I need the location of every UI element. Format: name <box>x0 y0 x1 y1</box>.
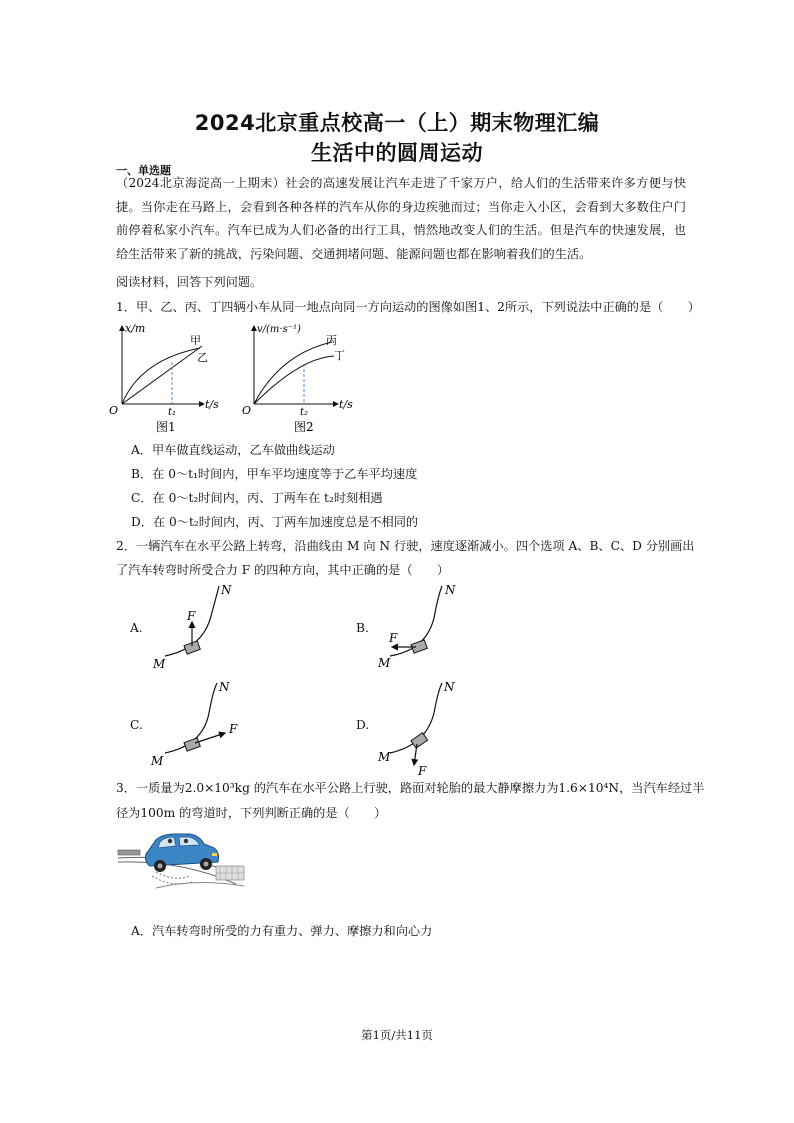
q2-diagram-a <box>145 580 245 670</box>
q2-option-d-label: D. <box>356 718 370 732</box>
question-2-stem-line-2: 了汽车转弯时所受合力 F 的四种方向，其中正确的是（ ） <box>116 563 450 577</box>
q2-diagram-b <box>372 580 472 670</box>
question-1-stem: 1．甲、乙、丙、丁四辆小车从同一地点向同一方向运动的图像如图1、2所示，下列说法中正确的是（ ） <box>116 300 700 314</box>
force-label: F <box>389 631 398 645</box>
fig1-tick: t₁ <box>168 407 177 418</box>
q2-option-b-label: B. <box>356 621 369 635</box>
question-3-stem-line-1: 3．一质量为2.0×10³kg 的汽车在水平公路上行驶，路面对轮胎的最大静摩擦力为1.6×10⁴N，当汽车经过半 <box>116 781 705 795</box>
document-subtitle: 生活中的圆周运动 <box>311 141 483 165</box>
page-number: 第1页/共11页 <box>361 1028 433 1042</box>
fig1-curve-a-label: 甲 <box>190 334 201 347</box>
fig1-xlabel: t/s <box>205 398 219 411</box>
car-box <box>411 733 428 748</box>
intro-instruction: 阅读材料，回答下列问题。 <box>116 275 263 289</box>
fig1-origin: O <box>109 404 119 417</box>
fig2-curve-b-label: 丁 <box>334 349 345 362</box>
car-box <box>184 738 200 751</box>
q1-option-a: A．甲车做直线运动，乙车做曲线运动 <box>131 443 335 457</box>
fig2-curve-a-label: 丙 <box>326 334 337 347</box>
fig2-caption: 图2 <box>294 420 314 434</box>
q1-figure-1 <box>104 318 224 436</box>
q2-diagram-c <box>145 677 255 767</box>
fig2-tick: t₂ <box>300 407 309 418</box>
fig2-origin: O <box>242 404 252 417</box>
fig1-ylabel: x/m <box>125 322 146 335</box>
document-title: 2024北京重点校高一（上）期末物理汇编 <box>194 111 600 135</box>
point-m-label: M <box>151 754 164 767</box>
q3-option-a: A．汽车转弯时所受的力有重力、弹力、摩擦力和向心力 <box>131 924 433 938</box>
force-label: F <box>418 764 427 777</box>
q1-figure-2 <box>236 318 360 436</box>
question-2-stem-line-1: 2．一辆汽车在水平公路上转弯，沿曲线由 M 向 N 行驶，速度逐渐减小。四个选项 A、B、C、D 分别画出 <box>116 539 695 553</box>
q2-diagram-d <box>372 677 472 777</box>
point-m-label: M <box>153 657 166 670</box>
q1-option-d: D．在 0～t₂时间内，丙、丁两车加速度总是不相同的 <box>131 515 419 529</box>
force-label: F <box>229 722 238 736</box>
point-n-label: N <box>444 680 455 694</box>
fig1-caption: 图1 <box>156 420 176 434</box>
intro-paragraph: （2024北京海淀高一上期末）社会的高速发展让汽车走进了千家万户，给人们的生活带来许多方便与快捷。当你走在马路上，会看到各种各样的汽车从你的身边疾驰而过；当你走入小区，会看到大多数住户门前停着私家小汽车。汽车已成为人们必备的出行工具，悄然地改变人们的生活。但是汽车的快速发展，也给生活带来了新的挑战，污染问题、交通拥堵问题、能源问题也都在影响着我们的生活。 <box>116 176 686 261</box>
point-n-label: N <box>445 583 456 597</box>
curve-ding <box>254 356 334 404</box>
point-n-label: N <box>221 583 232 597</box>
q1-option-c: C．在 0～t₂时间内，丙、丁两车在 t₂时刻相遇 <box>131 491 383 505</box>
curve-bing <box>254 342 332 404</box>
curve-jia <box>122 346 202 404</box>
question-3-stem-line-2: 径为100m 的弯道时，下列判断正确的是（ ） <box>116 806 387 820</box>
car-turning-illustration <box>116 826 248 892</box>
point-m-label: M <box>378 656 391 670</box>
q1-option-b: B．在 0～t₁时间内，甲车平均速度等于乙车平均速度 <box>131 467 418 481</box>
q2-option-c-label: C. <box>130 718 143 732</box>
fig2-xlabel: t/s <box>339 398 353 411</box>
point-n-label: N <box>219 680 230 694</box>
force-label: F <box>187 609 196 623</box>
point-m-label: M <box>378 750 391 764</box>
q2-option-a-label: A. <box>130 621 143 635</box>
fig2-ylabel: v/(m·s⁻¹) <box>257 324 301 335</box>
fig1-curve-b-label: 乙 <box>197 351 208 364</box>
section-heading: 一、单选题 <box>116 164 171 177</box>
